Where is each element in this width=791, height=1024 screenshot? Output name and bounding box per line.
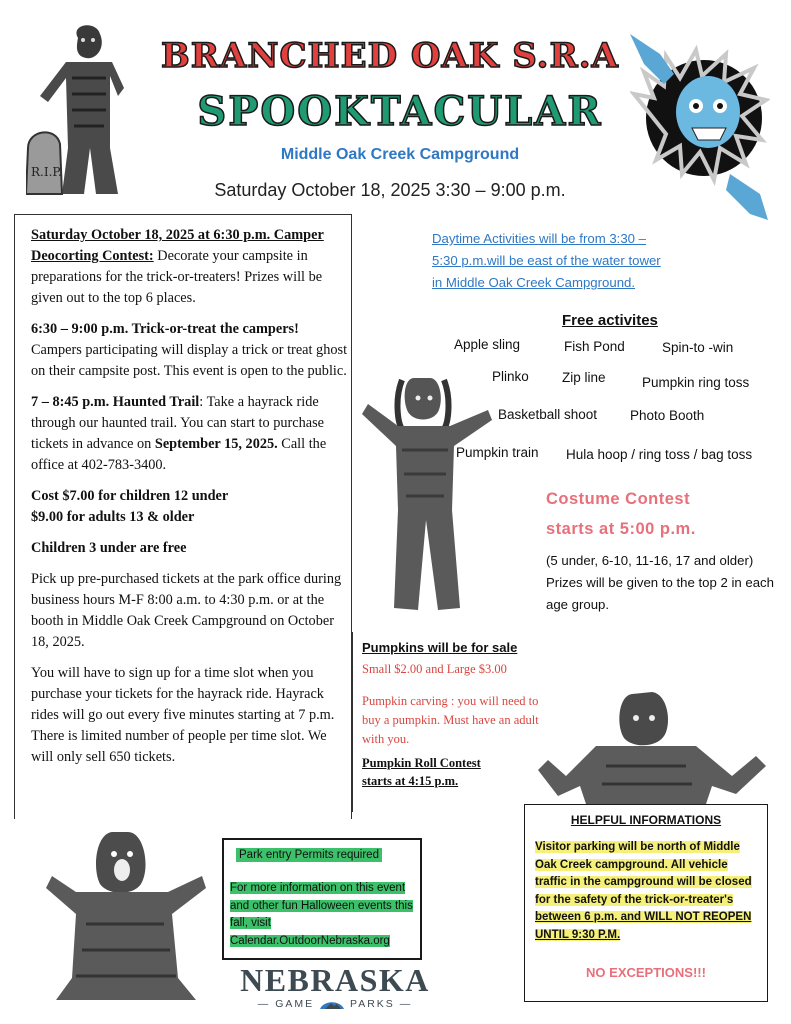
pumpkin-roll-contest <box>362 754 522 790</box>
activity-item: Fish Pond <box>564 339 625 354</box>
trick-text: Campers participating will display a trick or treat ghost on their campsite post. This event is open to the public. <box>31 342 348 379</box>
activity-item: Pumpkin train <box>456 445 539 460</box>
helpful-info-heading: HELPFUL INFORMATIONS <box>570 813 722 827</box>
pumpkin-prices: Small $2.00 and Large $3.00 <box>362 662 507 676</box>
nebraska-logo-name: NEBRASKA <box>240 962 430 998</box>
trail-title: 7 – 8:45 p.m. Haunted Trail <box>31 394 200 410</box>
pumpkin-roll-time: starts at 4:15 p.m. <box>362 774 459 788</box>
activity-item: Spin-to -win <box>662 340 734 355</box>
permits-required-text: Park entry Permits required <box>236 848 382 862</box>
costume-contest-details <box>546 550 786 616</box>
pickup-paragraph: Pick up pre-purchased tickets at the park office during business hours M-F 8:00 a.m. to 4:30 p.m. or at the booth in Middle Oak Creek Campground on October 18, 2025. <box>31 571 342 650</box>
activity-item: Pumpkin ring toss <box>642 375 750 390</box>
standing-zombie-illustration <box>358 370 494 620</box>
activity-item: Plinko <box>492 369 529 384</box>
contest-text: Decorate your campsite in preparations for the trick-or-treaters! Prizes will be given out to the top 6 places. <box>31 248 323 306</box>
activity-item: Apple sling <box>454 337 521 352</box>
daytime-line2: 5:30 p.m.will be east of the water tower <box>432 253 661 268</box>
logo-dash-icon: — <box>399 998 413 1010</box>
zombie-tombstone-illustration <box>26 18 144 198</box>
screaming-zombie-illustration <box>46 828 206 1004</box>
timeslot-paragraph: You will have to sign up for a time slot when you purchase your tickets for the hayrack ride. Hayrack rides will go out every five minutes starting at 7 p.m. There is limited number of people per time slot. We will only sell 650 tickets. <box>31 665 335 765</box>
more-info-text <box>230 880 416 950</box>
title-line2: SPOOKTACULAR <box>197 88 603 135</box>
parking-text: Visitor parking will be north of Middle Oak Creek campground. All vehicle traffic in the campground will be closed for the safety of the trick-or-treater's <box>535 841 752 906</box>
event-date-heading: Saturday October 18, 2025 3:30 – 9:00 p.m. <box>214 180 566 200</box>
nebraska-logo-subtitle <box>240 998 430 1010</box>
daytime-line1: Daytime Activities will be from 3:30 – <box>432 231 647 246</box>
daytime-line3: in Middle Oak Creek Campground. <box>432 275 636 290</box>
activity-item: Basketball shoot <box>498 407 598 422</box>
costume-contest-time: starts at 5:00 p.m. <box>546 520 696 538</box>
logo-parks: PARKS <box>349 998 395 1010</box>
cost-paragraph <box>31 486 351 528</box>
logo-dash-icon: — <box>257 998 271 1010</box>
logo-game: GAME <box>275 998 315 1010</box>
closure-text: between 6 p.m. and WILL NOT REOPEN UNTIL 9:30 P.M. <box>535 911 752 941</box>
costume-prizes: Prizes will be given to the top 2 in each age group. <box>546 575 774 612</box>
trail-phone-text: Call the office at 402-783-3400. <box>31 436 327 473</box>
costume-contest-title: Costume Contest <box>546 490 691 508</box>
more-info-highlight: For more information on this event and other fun Halloween events this fall, visit Calendar.OutdoorNebraska.org <box>230 882 413 947</box>
contest-title: Saturday October 18, 2025 at 6:30 p.m. Camper Deocorting Contest: <box>31 227 324 264</box>
svg-text:R.I.P.: R.I.P. <box>31 165 62 179</box>
helpful-info-text <box>535 839 761 944</box>
trail-text: : Take a hayrack ride through our haunted trail. You can start to purchase tickets in advance on <box>31 394 325 452</box>
logo-mountain-icon <box>319 998 345 1010</box>
free-kids-text: Children 3 under are free <box>31 540 187 556</box>
helpful-info-box <box>524 804 768 1002</box>
trick-paragraph <box>31 319 351 382</box>
trail-paragraph <box>31 392 351 476</box>
costume-age-groups: (5 under, 6-10, 11-16, 17 and older) <box>546 553 754 568</box>
event-details-content <box>31 225 351 778</box>
trick-title: 6:30 – 9:00 p.m. Trick-or-treat the campers! <box>31 321 299 337</box>
event-details-box <box>14 214 352 819</box>
no-exceptions-text: NO EXCEPTIONS!!! <box>586 965 706 980</box>
daytime-activities-note <box>432 228 712 294</box>
cost-adults: $9.00 for adults 13 & older <box>31 509 195 525</box>
activity-item: Zip line <box>562 370 606 385</box>
activity-item: Hula hoop / ring toss / bag toss <box>566 447 753 462</box>
title-line1: BRANCHED OAK S.R.A <box>161 36 619 76</box>
pumpkins-heading: Pumpkins will be for sale <box>362 640 518 655</box>
free-activities-heading: Free activites <box>562 312 658 329</box>
trail-date: September 15, 2025. <box>154 436 278 452</box>
cost-children: Cost $7.00 for children 12 under <box>31 488 229 504</box>
subtitle: Middle Oak Creek Campground <box>280 146 520 163</box>
pumpkin-roll-title: Pumpkin Roll Contest <box>362 756 481 770</box>
pumpkin-carving-note: Pumpkin carving : you will need to buy a pumpkin. Must have an adult with you. <box>362 694 539 746</box>
park-info-box <box>222 838 422 960</box>
activity-item: Photo Booth <box>630 408 705 423</box>
contest-paragraph <box>31 225 351 309</box>
crawling-zombie-illustration <box>536 686 768 804</box>
